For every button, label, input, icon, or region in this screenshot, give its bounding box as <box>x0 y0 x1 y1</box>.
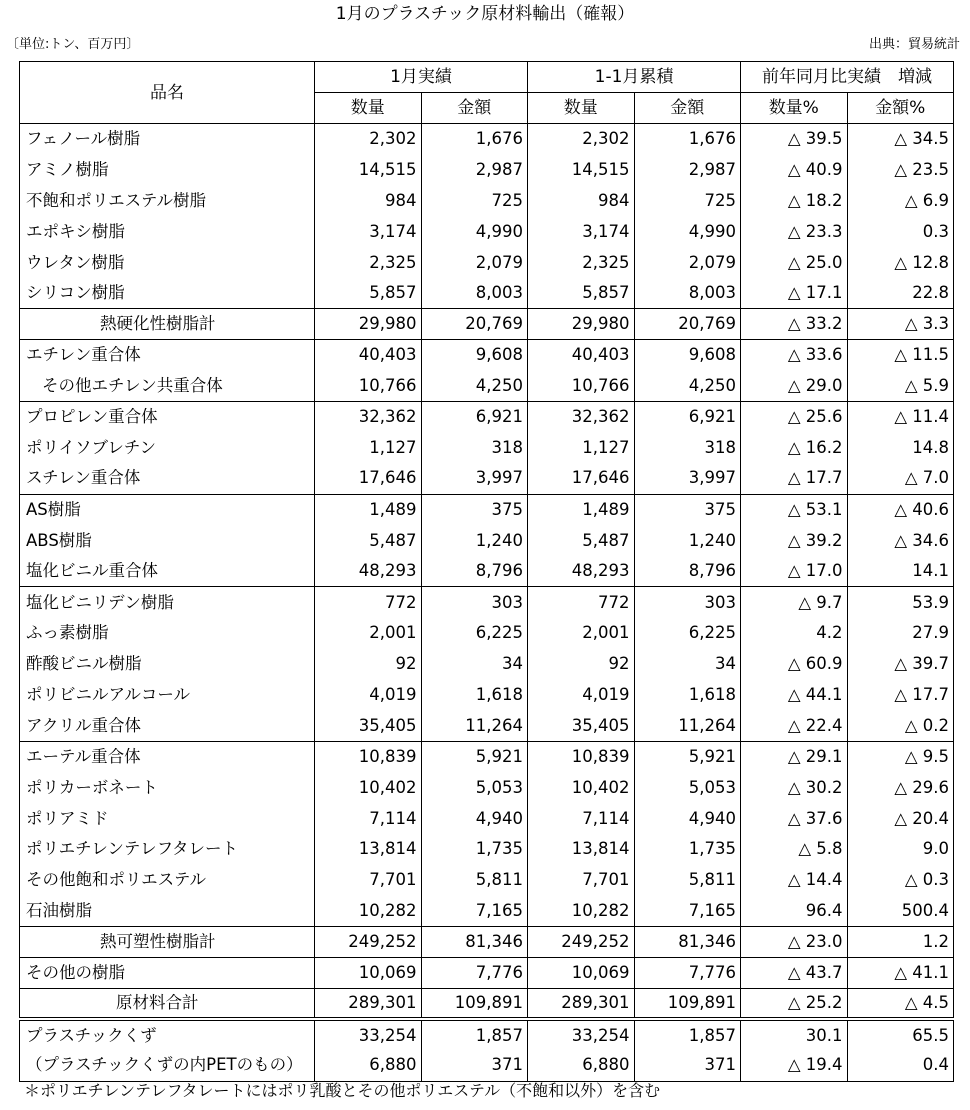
cell-amt-pct: 27.9 <box>847 618 954 649</box>
cell-amt-pct: 0.4 <box>847 1050 954 1081</box>
cell-qty: 3,174 <box>315 216 422 247</box>
cell-qty: 33,254 <box>315 1019 422 1050</box>
cell-cum-qty: 1,489 <box>528 494 635 525</box>
cell-amt-pct: △ 12.8 <box>847 247 954 278</box>
table-row <box>20 772 954 803</box>
table-row <box>20 154 954 185</box>
cell-amt-pct: △ 0.2 <box>847 710 954 741</box>
cell-cum-qty: 2,325 <box>528 247 635 278</box>
cell-cum-qty: 3,174 <box>528 216 635 247</box>
cell-cum-qty: 1,127 <box>528 432 635 463</box>
table-row <box>20 309 954 340</box>
header-qty: 数量 <box>315 93 422 124</box>
cell-qty: 10,766 <box>315 371 422 402</box>
cell-name: 熱硬化性樹脂計 <box>20 309 315 340</box>
header-name: 品名 <box>20 62 315 124</box>
cell-qty-pct: 96.4 <box>741 896 848 927</box>
cell-cum-amt: 4,940 <box>634 803 741 834</box>
cell-qty: 48,293 <box>315 556 422 587</box>
cell-qty: 17,646 <box>315 463 422 494</box>
cell-qty-pct: △ 25.2 <box>741 988 848 1019</box>
cell-amt-pct: △ 40.6 <box>847 494 954 525</box>
table-row <box>20 402 954 433</box>
table-row <box>20 803 954 834</box>
cell-cum-qty: 32,362 <box>528 402 635 433</box>
cell-qty-pct: △ 60.9 <box>741 649 848 680</box>
header-qty-pct: 数量% <box>741 93 848 124</box>
cell-amt-pct: △ 6.9 <box>847 185 954 216</box>
cell-qty-pct: △ 39.5 <box>741 124 848 155</box>
cell-cum-amt: 5,053 <box>634 772 741 803</box>
cell-qty: 7,114 <box>315 803 422 834</box>
table-row <box>20 741 954 772</box>
cell-amt-pct: 22.8 <box>847 278 954 309</box>
cell-cum-amt: 109,891 <box>634 988 741 1019</box>
cell-amt: 8,003 <box>421 278 528 309</box>
table-row <box>20 680 954 711</box>
cell-cum-qty: 249,252 <box>528 927 635 958</box>
cell-qty: 1,489 <box>315 494 422 525</box>
footnote: ＊ポリエチレンテレフタレートにはポリ乳酸とその他ポリエステル（不飽和以外）を含む <box>24 1081 661 1100</box>
cell-qty-pct: △ 5.8 <box>741 834 848 865</box>
cell-cum-amt: 371 <box>634 1050 741 1081</box>
cell-amt-pct: △ 34.6 <box>847 525 954 556</box>
cell-qty: 10,069 <box>315 958 422 989</box>
cell-amt: 109,891 <box>421 988 528 1019</box>
cell-amt-pct: 14.1 <box>847 556 954 587</box>
cell-amt: 7,165 <box>421 896 528 927</box>
cell-name: ポリエチレンテレフタレート <box>20 834 315 865</box>
header-cum-qty: 数量 <box>528 93 635 124</box>
cell-amt: 725 <box>421 185 528 216</box>
cell-amt-pct: 0.3 <box>847 216 954 247</box>
cell-amt: 8,796 <box>421 556 528 587</box>
cell-cum-amt: 20,769 <box>634 309 741 340</box>
cell-qty-pct: △ 17.1 <box>741 278 848 309</box>
cell-name: 石油樹脂 <box>20 896 315 927</box>
cell-cum-amt: 9,608 <box>634 340 741 371</box>
cell-qty-pct: △ 17.0 <box>741 556 848 587</box>
table-row <box>20 494 954 525</box>
cell-cum-qty: 33,254 <box>528 1019 635 1050</box>
cell-amt-pct: △ 9.5 <box>847 741 954 772</box>
cell-cum-qty: 289,301 <box>528 988 635 1019</box>
cell-cum-amt: 5,811 <box>634 865 741 896</box>
table-row <box>20 432 954 463</box>
cell-name: エチレン重合体 <box>20 340 315 371</box>
cell-qty: 984 <box>315 185 422 216</box>
table-row <box>20 1019 954 1050</box>
cell-amt: 4,940 <box>421 803 528 834</box>
cell-qty: 29,980 <box>315 309 422 340</box>
cell-cum-qty: 5,857 <box>528 278 635 309</box>
cell-cum-amt: 11,264 <box>634 710 741 741</box>
table-row <box>20 247 954 278</box>
cell-name: シリコン樹脂 <box>20 278 315 309</box>
cell-qty: 10,282 <box>315 896 422 927</box>
cell-cum-amt: 1,735 <box>634 834 741 865</box>
cell-amt-pct: △ 3.3 <box>847 309 954 340</box>
table-row <box>20 124 954 155</box>
cell-amt-pct: △ 39.7 <box>847 649 954 680</box>
cell-qty-pct: △ 25.0 <box>741 247 848 278</box>
cell-qty: 772 <box>315 587 422 618</box>
cell-qty-pct: △ 14.4 <box>741 865 848 896</box>
cell-qty: 13,814 <box>315 834 422 865</box>
cell-qty-pct: △ 16.2 <box>741 432 848 463</box>
cell-name: ウレタン樹脂 <box>20 247 315 278</box>
cell-cum-qty: 10,282 <box>528 896 635 927</box>
cell-cum-amt: 725 <box>634 185 741 216</box>
cell-amt: 6,921 <box>421 402 528 433</box>
cell-name: （プラスチックくずの内PETのもの） <box>20 1050 315 1081</box>
cell-name: 酢酸ビニル樹脂 <box>20 649 315 680</box>
cell-cum-qty: 92 <box>528 649 635 680</box>
cell-cum-qty: 5,487 <box>528 525 635 556</box>
cell-cum-amt: 5,921 <box>634 741 741 772</box>
cell-name: フェノール樹脂 <box>20 124 315 155</box>
cell-amt-pct: △ 4.5 <box>847 988 954 1019</box>
export-table <box>19 61 954 1082</box>
cell-amt-pct: △ 34.5 <box>847 124 954 155</box>
cell-qty-pct: 30.1 <box>741 1019 848 1050</box>
table-row <box>20 340 954 371</box>
cell-name: AS樹脂 <box>20 494 315 525</box>
table-row <box>20 1050 954 1081</box>
table-row <box>20 927 954 958</box>
cell-name: ポリカーボネート <box>20 772 315 803</box>
cell-cum-amt: 8,003 <box>634 278 741 309</box>
table-row <box>20 556 954 587</box>
unit-note: 〔単位:トン、百万円〕 <box>6 37 140 52</box>
cell-amt: 11,264 <box>421 710 528 741</box>
cell-name: プロピレン重合体 <box>20 402 315 433</box>
cell-qty-pct: △ 53.1 <box>741 494 848 525</box>
cell-amt: 1,735 <box>421 834 528 865</box>
cell-amt: 375 <box>421 494 528 525</box>
cell-cum-qty: 10,839 <box>528 741 635 772</box>
cell-name: 原材料合計 <box>20 988 315 1019</box>
cell-name: アクリル重合体 <box>20 710 315 741</box>
cell-cum-qty: 10,069 <box>528 958 635 989</box>
cell-cum-qty: 48,293 <box>528 556 635 587</box>
table-row <box>20 649 954 680</box>
table-row <box>20 463 954 494</box>
cell-qty-pct: △ 9.7 <box>741 587 848 618</box>
cell-name: ポリアミド <box>20 803 315 834</box>
cell-name: その他エチレン共重合体 <box>20 371 315 402</box>
cell-qty-pct: △ 23.0 <box>741 927 848 958</box>
header-monthly: 1月実績 <box>315 62 528 93</box>
cell-qty-pct: △ 30.2 <box>741 772 848 803</box>
cell-name: エーテル重合体 <box>20 741 315 772</box>
cell-qty: 7,701 <box>315 865 422 896</box>
cell-cum-qty: 14,515 <box>528 154 635 185</box>
cell-qty-pct: △ 33.2 <box>741 309 848 340</box>
table-body <box>20 124 954 1082</box>
source-note: 出典：貿易統計 <box>868 37 960 52</box>
cell-cum-qty: 984 <box>528 185 635 216</box>
cell-qty-pct: △ 17.7 <box>741 463 848 494</box>
cell-amt: 5,053 <box>421 772 528 803</box>
cell-qty-pct: △ 44.1 <box>741 680 848 711</box>
cell-qty-pct: △ 39.2 <box>741 525 848 556</box>
cell-cum-amt: 1,676 <box>634 124 741 155</box>
table-row <box>20 834 954 865</box>
table-row <box>20 278 954 309</box>
cell-qty: 35,405 <box>315 710 422 741</box>
cell-cum-amt: 2,079 <box>634 247 741 278</box>
cell-qty-pct: △ 19.4 <box>741 1050 848 1081</box>
cell-qty: 32,362 <box>315 402 422 433</box>
cell-cum-amt: 4,250 <box>634 371 741 402</box>
cell-qty: 14,515 <box>315 154 422 185</box>
page-title: 1月のプラスチック原材料輸出（確報） <box>335 4 635 24</box>
cell-qty-pct: △ 23.3 <box>741 216 848 247</box>
cell-amt-pct: 14.8 <box>847 432 954 463</box>
cell-qty: 10,402 <box>315 772 422 803</box>
cell-name: ABS樹脂 <box>20 525 315 556</box>
table-row <box>20 216 954 247</box>
cell-qty: 92 <box>315 649 422 680</box>
cell-amt-pct: △ 29.6 <box>847 772 954 803</box>
cell-amt: 371 <box>421 1050 528 1081</box>
cell-amt-pct: 9.0 <box>847 834 954 865</box>
table-row <box>20 618 954 649</box>
cell-cum-qty: 7,701 <box>528 865 635 896</box>
cell-qty-pct: △ 33.6 <box>741 340 848 371</box>
cell-amt: 318 <box>421 432 528 463</box>
cell-amt: 2,079 <box>421 247 528 278</box>
cell-cum-amt: 1,240 <box>634 525 741 556</box>
cell-cum-amt: 1,618 <box>634 680 741 711</box>
cell-name: アミノ樹脂 <box>20 154 315 185</box>
cell-qty-pct: △ 18.2 <box>741 185 848 216</box>
cell-qty: 40,403 <box>315 340 422 371</box>
cell-qty: 289,301 <box>315 988 422 1019</box>
cell-cum-qty: 2,302 <box>528 124 635 155</box>
table-row <box>20 185 954 216</box>
cell-amt-pct: △ 23.5 <box>847 154 954 185</box>
cell-qty-pct: △ 22.4 <box>741 710 848 741</box>
cell-amt: 2,987 <box>421 154 528 185</box>
cell-amt-pct: 500.4 <box>847 896 954 927</box>
cell-amt: 1,676 <box>421 124 528 155</box>
cell-name: スチレン重合体 <box>20 463 315 494</box>
cell-name: プラスチックくず <box>20 1019 315 1050</box>
table-row <box>20 958 954 989</box>
cell-cum-amt: 81,346 <box>634 927 741 958</box>
cell-cum-qty: 13,814 <box>528 834 635 865</box>
cell-qty: 2,001 <box>315 618 422 649</box>
cell-amt: 3,997 <box>421 463 528 494</box>
cell-cum-amt: 6,921 <box>634 402 741 433</box>
cell-cum-amt: 7,776 <box>634 958 741 989</box>
cell-cum-qty: 35,405 <box>528 710 635 741</box>
cell-name: ふっ素樹脂 <box>20 618 315 649</box>
cell-amt: 6,225 <box>421 618 528 649</box>
table-row <box>20 710 954 741</box>
cell-qty: 2,325 <box>315 247 422 278</box>
table-row <box>20 525 954 556</box>
cell-amt-pct: △ 5.9 <box>847 371 954 402</box>
cell-cum-amt: 375 <box>634 494 741 525</box>
cell-cum-qty: 4,019 <box>528 680 635 711</box>
cell-amt: 303 <box>421 587 528 618</box>
cell-amt-pct: △ 7.0 <box>847 463 954 494</box>
cell-amt-pct: △ 11.4 <box>847 402 954 433</box>
cell-amt: 1,857 <box>421 1019 528 1050</box>
cell-qty: 10,839 <box>315 741 422 772</box>
cell-cum-qty: 7,114 <box>528 803 635 834</box>
table-row <box>20 865 954 896</box>
cell-amt: 4,250 <box>421 371 528 402</box>
cell-amt: 1,240 <box>421 525 528 556</box>
cell-amt: 5,921 <box>421 741 528 772</box>
cell-amt: 34 <box>421 649 528 680</box>
cell-amt-pct: 1.2 <box>847 927 954 958</box>
cell-cum-qty: 2,001 <box>528 618 635 649</box>
header-amt-pct: 金額% <box>847 93 954 124</box>
table-row <box>20 371 954 402</box>
cell-qty-pct: △ 25.6 <box>741 402 848 433</box>
table-row <box>20 988 954 1019</box>
header-amt: 金額 <box>421 93 528 124</box>
cell-cum-amt: 34 <box>634 649 741 680</box>
cell-amt: 4,990 <box>421 216 528 247</box>
cell-qty: 5,487 <box>315 525 422 556</box>
cell-name: その他の樹脂 <box>20 958 315 989</box>
cell-qty: 6,880 <box>315 1050 422 1081</box>
cell-name: 不飽和ポリエステル樹脂 <box>20 185 315 216</box>
cell-cum-qty: 10,402 <box>528 772 635 803</box>
cell-cum-qty: 29,980 <box>528 309 635 340</box>
cell-amt-pct: 53.9 <box>847 587 954 618</box>
cell-amt: 81,346 <box>421 927 528 958</box>
cell-qty: 2,302 <box>315 124 422 155</box>
cell-cum-amt: 3,997 <box>634 463 741 494</box>
cell-name: ポリイソブレチン <box>20 432 315 463</box>
cell-cum-qty: 772 <box>528 587 635 618</box>
cell-name: 塩化ビニリデン樹脂 <box>20 587 315 618</box>
cell-amt-pct: △ 20.4 <box>847 803 954 834</box>
cell-amt: 9,608 <box>421 340 528 371</box>
cell-cum-amt: 7,165 <box>634 896 741 927</box>
cell-cum-amt: 4,990 <box>634 216 741 247</box>
cell-qty-pct: △ 40.9 <box>741 154 848 185</box>
cell-name: 熱可塑性樹脂計 <box>20 927 315 958</box>
cell-cum-amt: 318 <box>634 432 741 463</box>
cell-name: ポリビニルアルコール <box>20 680 315 711</box>
cell-cum-qty: 17,646 <box>528 463 635 494</box>
cell-amt-pct: △ 11.5 <box>847 340 954 371</box>
header-cum-amt: 金額 <box>634 93 741 124</box>
cell-qty-pct: △ 37.6 <box>741 803 848 834</box>
cell-name: 塩化ビニル重合体 <box>20 556 315 587</box>
cell-cum-amt: 1,857 <box>634 1019 741 1050</box>
cell-qty-pct: △ 43.7 <box>741 958 848 989</box>
table-row <box>20 896 954 927</box>
header-yoy: 前年同月比実績 増減 <box>741 62 954 93</box>
cell-qty-pct: △ 29.1 <box>741 741 848 772</box>
cell-cum-amt: 8,796 <box>634 556 741 587</box>
cell-name: その他飽和ポリエステル <box>20 865 315 896</box>
cell-amt-pct: △ 0.3 <box>847 865 954 896</box>
cell-cum-amt: 303 <box>634 587 741 618</box>
cell-amt-pct: 65.5 <box>847 1019 954 1050</box>
table-row <box>20 587 954 618</box>
cell-amt-pct: △ 41.1 <box>847 958 954 989</box>
cell-qty: 5,857 <box>315 278 422 309</box>
cell-cum-qty: 40,403 <box>528 340 635 371</box>
cell-qty-pct: △ 29.0 <box>741 371 848 402</box>
cell-amt: 7,776 <box>421 958 528 989</box>
cell-cum-qty: 10,766 <box>528 371 635 402</box>
header-cumulative: 1-1月累積 <box>528 62 741 93</box>
cell-qty: 249,252 <box>315 927 422 958</box>
cell-qty-pct: 4.2 <box>741 618 848 649</box>
cell-cum-qty: 6,880 <box>528 1050 635 1081</box>
cell-amt-pct: △ 17.7 <box>847 680 954 711</box>
cell-amt: 1,618 <box>421 680 528 711</box>
cell-amt: 5,811 <box>421 865 528 896</box>
cell-cum-amt: 2,987 <box>634 154 741 185</box>
cell-name: エポキシ樹脂 <box>20 216 315 247</box>
cell-qty: 4,019 <box>315 680 422 711</box>
cell-qty: 1,127 <box>315 432 422 463</box>
cell-amt: 20,769 <box>421 309 528 340</box>
cell-cum-amt: 6,225 <box>634 618 741 649</box>
